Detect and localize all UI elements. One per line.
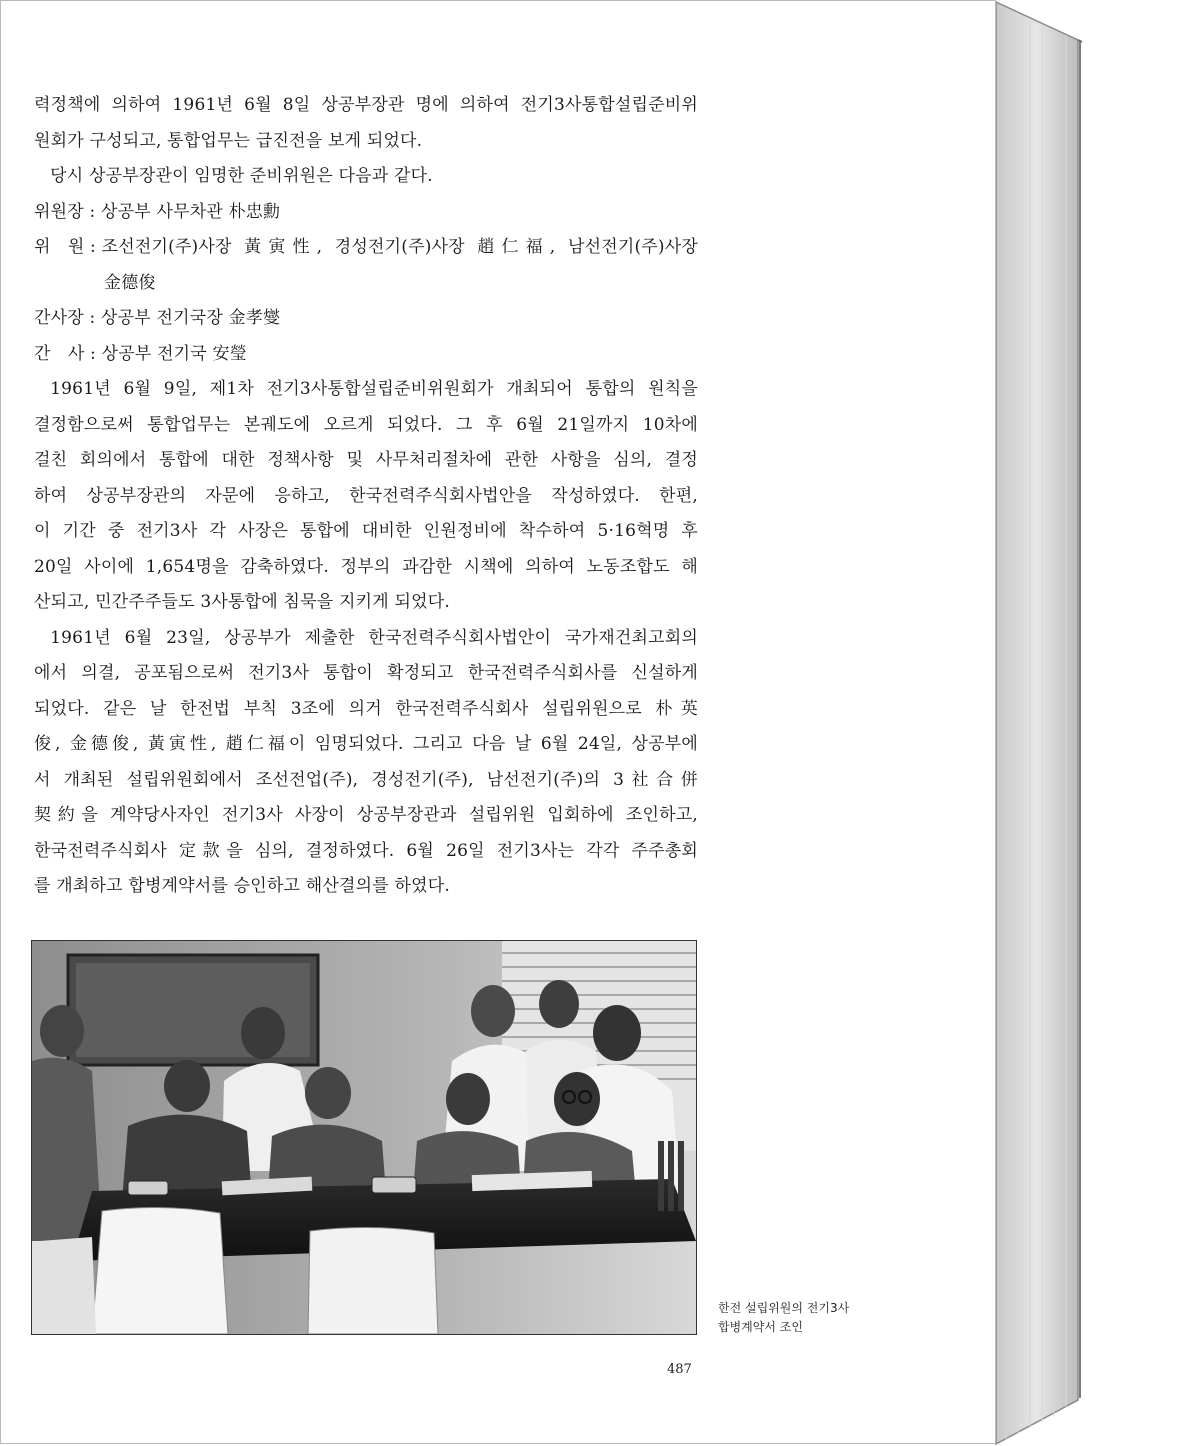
caption-line-1: 한전 설립위원의 전기3사 — [718, 1301, 850, 1315]
committee-chair-row — [34, 195, 698, 231]
committee-secretary-general-label: 간사장 : — [34, 308, 102, 328]
committee-members-text: 조선전기(주)사장 黃寅性, 경성전기(주)사장 趙仁福, 남선전기(주)사장 — [101, 237, 698, 257]
paragraph-3-line: 결정함으로써 통합업무는 본궤도에 오르게 되었다. 그 후 6월 21일까지 10차에 — [34, 414, 698, 435]
paragraph-4-line: 한국전력주식회사 定款을 심의, 결정하였다. 6월 26일 전기3사는 각각 주주총회 — [34, 840, 698, 861]
photo-illustration — [32, 941, 696, 1334]
committee-chair-text: 상공부 사무차관 朴忠勳 — [101, 201, 281, 222]
paragraph-3-line: 1961년 6월 9일, 제1차 전기3사통합설립준비위원회가 개최되어 통합의 원칙을 — [50, 379, 698, 399]
committee-secretary-text: 상공부 전기국 安瑩 — [101, 343, 247, 364]
page-number: 487 — [667, 1362, 692, 1377]
paragraph-4-line: 契約을 계약당사자인 전기3사 사장이 상공부장관과 설립위원 입회하에 조인하고, — [34, 805, 698, 825]
photo-caption — [718, 1299, 918, 1337]
paragraph-3-line: 하여 상공부장관의 자문에 응하고, 한국전력주식회사법안을 작성하였다. 한편, — [34, 485, 698, 506]
committee-members-label: 위 원 : — [34, 237, 102, 257]
paragraph-3-line: 이 기간 중 전기3사 각 사장은 통합에 대비한 인원정비에 착수하여 5·16혁명 후 — [34, 521, 698, 541]
committee-secretary-row — [34, 337, 698, 373]
paragraph-3-line: 산되고, 민간주주들도 3사통합에 침묵을 지키게 되었다. — [34, 592, 450, 612]
paragraph-4-line: 1961년 6월 23일, 상공부가 제출한 한국전력주식회사법안이 국가재건최고회의 — [50, 627, 698, 648]
paragraph-2: 당시 상공부장관이 임명한 준비위원은 다음과 같다. — [50, 166, 433, 186]
paragraph-4-line: 를 개최하고 합병계약서를 승인하고 해산결의를 하였다. — [34, 876, 450, 896]
committee-secretary-general-text: 상공부 전기국장 金孝燮 — [101, 308, 281, 328]
committee-chair-label: 위원장 : — [34, 201, 102, 222]
paragraph-1-line-2: 원회가 구성되고, 통합업무는 급진전을 보게 되었다. — [34, 130, 423, 151]
paragraph-4-line: 되었다. 같은 날 한전법 부칙 3조에 의거 한국전력주식회사 설립위원으로 朴英 — [34, 698, 698, 719]
paragraph-4-line: 俊, 金德俊, 黃寅性, 趙仁福이 임명되었다. 그리고 다음 날 6월 24일, 상공부에 — [34, 734, 698, 754]
paragraph-1-line-1: 력정책에 의하여 1961년 6월 8일 상공부장관 명에 의하여 전기3사통합설립준비위 — [34, 95, 698, 115]
committee-secretary-label: 간 사 : — [34, 343, 102, 364]
caption-line-2: 합병계약서 조인 — [718, 1320, 803, 1334]
paragraph-3-line: 20일 사이에 1,654명을 감축하였다. 정부의 과감한 시책에 의하여 노동조합도 해 — [34, 556, 698, 577]
paragraph-4-line: 에서 의결, 공포됨으로써 전기3사 통합이 확정되고 한국전력주식회사를 신설하게 — [34, 663, 698, 683]
body-text — [34, 88, 698, 905]
committee-members-continuation: 金德俊 — [104, 272, 156, 293]
paragraph-3-line: 걸친 회의에서 통합에 대한 정책사항 및 사무처리절차에 관한 사항을 심의, 결정 — [34, 450, 698, 470]
committee-secretary-general-row — [34, 301, 698, 337]
committee-members-row — [34, 230, 698, 266]
paragraph-4-line: 서 개최된 설립위원회에서 조선전업(주), 경성전기(주), 남선전기(주)의 3社合併 — [34, 769, 698, 790]
historic-signing-photo — [31, 940, 697, 1335]
